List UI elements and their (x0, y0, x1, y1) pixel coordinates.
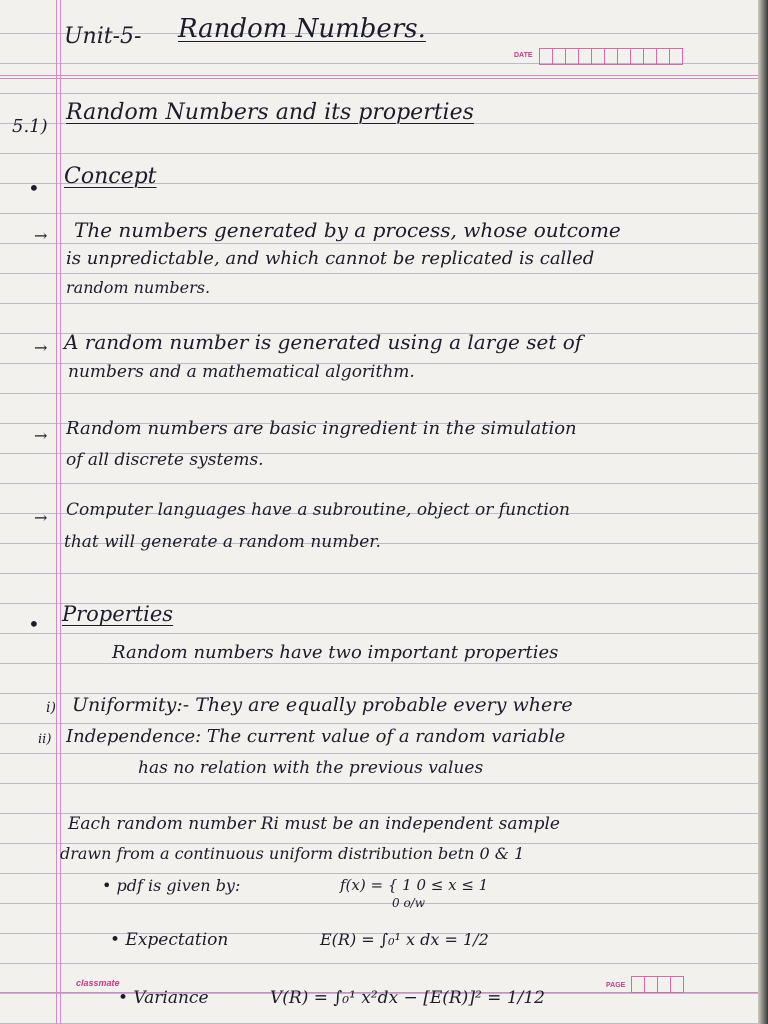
property-line: Independence: The current value of a random variable (66, 726, 566, 747)
properties-heading: Properties (62, 602, 174, 626)
page-boxes (632, 976, 684, 993)
margin-line (56, 0, 57, 1024)
formula-label: • Expectation (110, 930, 229, 950)
arrow-marker: → (34, 338, 48, 357)
concept-heading: Concept (64, 164, 157, 189)
arrow-marker: → (34, 508, 48, 527)
bullet: • (28, 612, 40, 636)
margin-line (60, 0, 61, 1024)
concept-line: Random numbers are basic ingredient in the simulation (66, 418, 577, 439)
formula-label: • Variance (118, 988, 209, 1008)
date-boxes (540, 48, 683, 65)
concept-line: random numbers. (66, 278, 211, 297)
arrow-marker: → (34, 426, 48, 445)
header-line (0, 75, 758, 76)
section-heading: Random Numbers and its properties (66, 100, 474, 125)
brand-logo: classmate (76, 978, 120, 988)
arrow-marker: → (34, 226, 48, 245)
item-marker: i) (46, 700, 56, 716)
item-marker: ii) (38, 732, 52, 747)
concept-line: that will generate a random number. (64, 532, 381, 552)
date-label: DATE (514, 52, 533, 59)
concept-line: numbers and a mathematical algorithm. (68, 362, 415, 382)
concept-line: The numbers generated by a process, whose outcome (74, 218, 621, 242)
header-line (0, 78, 758, 79)
unit-label: Unit-5- (64, 24, 142, 49)
concept-line: is unpredictable, and which cannot be replicated is called (66, 248, 595, 269)
formula-expr: V(R) = ∫₀¹ x²dx − [E(R)]² = 1/12 (270, 988, 545, 1008)
properties-intro: Random numbers have two important properties (112, 642, 559, 663)
page-label: PAGE (606, 982, 626, 989)
property-line: Uniformity:- They are equally probable every where (72, 694, 573, 716)
concept-line: Computer languages have a subroutine, object or function (66, 500, 570, 520)
formula-expr: f(x) = { 1 0 ≤ x ≤ 1 (340, 876, 489, 894)
concept-line: A random number is generated using a large set of (64, 330, 583, 354)
formula-expr: 0 o/w (392, 896, 425, 910)
page-title: Random Numbers. (178, 14, 426, 44)
note-line: Each random number Ri must be an independent sample (68, 814, 560, 834)
property-line: has no relation with the previous values (138, 758, 484, 778)
concept-line: of all discrete systems. (66, 450, 264, 470)
formula-label: • pdf is given by: (102, 876, 241, 895)
note-line: drawn from a continuous uniform distribution betn 0 & 1 (60, 844, 525, 863)
page-edge (758, 0, 768, 1024)
bullet: • (28, 176, 40, 200)
formula-expr: E(R) = ∫₀¹ x dx = 1/2 (320, 930, 489, 949)
section-number: 5.1) (12, 116, 48, 137)
